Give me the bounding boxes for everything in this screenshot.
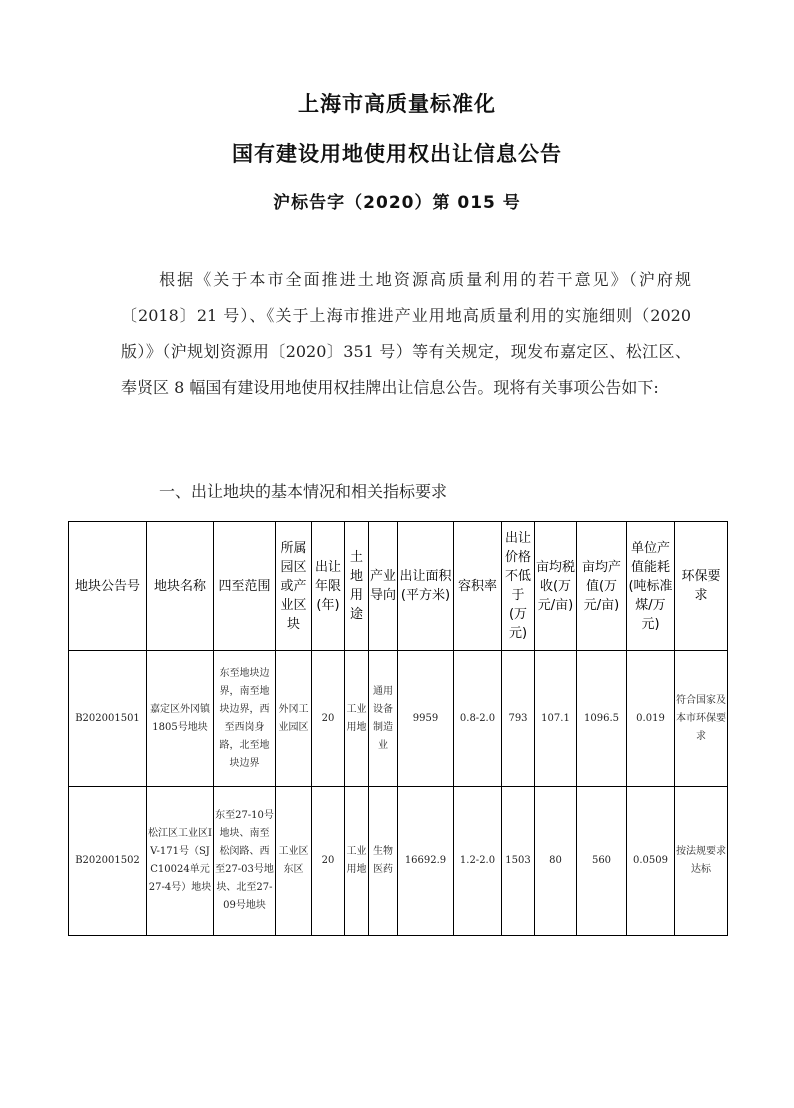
far-cell: 0.8-2.0 xyxy=(454,651,502,787)
tax-cell: 107.1 xyxy=(535,651,577,787)
price-cell: 793 xyxy=(502,651,535,787)
park-cell: 工业区东区 xyxy=(276,787,312,936)
land-parcel-table xyxy=(68,521,728,936)
industry-cell: 通用设备制造业 xyxy=(369,651,398,787)
section-heading: 一、出让地块的基本情况和相关指标要求 xyxy=(159,482,448,501)
header-cell: 土地用途 xyxy=(345,522,369,651)
years-cell: 20 xyxy=(312,651,345,787)
output-cell: 1096.5 xyxy=(577,651,627,787)
area-cell: 16692.9 xyxy=(398,787,454,936)
header-cell: 出让价格不低于(万元) xyxy=(502,522,535,651)
title-line-2: 国有建设用地使用权出让信息公告 xyxy=(232,142,562,166)
header-cell: 地块公告号 xyxy=(69,522,147,651)
parcel-id-cell: B202001502 xyxy=(69,787,147,936)
header-cell: 地块名称 xyxy=(147,522,214,651)
industry-cell: 生物医药 xyxy=(369,787,398,936)
header-cell: 出让年限(年) xyxy=(312,522,345,651)
header-cell: 亩均税收(万元/亩) xyxy=(535,522,577,651)
intro-text: 根据《关于本市全面推进土地资源高质量利用的若干意见》（沪府规〔2018〕21 号）、《关于上海市推进产业用地高质量利用的实施细则（2020 版）》（沪规划资源用〔2020〕351 号）等有关规定，现发布嘉定区、松江区、奉贤区 8 幅国有建设用地使用权挂牌出让信息公告。现将有关事项公告如下: xyxy=(121,270,691,397)
intro-paragraph xyxy=(121,262,691,406)
boundary-cell: 东至地块边界，南至地块边界，西至西岗身路，北至地块边界 xyxy=(214,651,276,787)
header-cell: 出让面积(平方米) xyxy=(398,522,454,651)
park-cell: 外冈工业园区 xyxy=(276,651,312,787)
energy-cell: 0.019 xyxy=(627,651,675,787)
document-number: 沪标告字（2020）第 015 号 xyxy=(273,193,521,213)
tax-cell: 80 xyxy=(535,787,577,936)
title-line-1: 上海市高质量标准化 xyxy=(298,92,496,116)
header-cell: 所属园区或产业区块 xyxy=(276,522,312,651)
area-cell: 9959 xyxy=(398,651,454,787)
table-row xyxy=(69,651,728,787)
price-cell: 1503 xyxy=(502,787,535,936)
env-cell: 按法规要求达标 xyxy=(675,787,728,936)
header-cell: 容积率 xyxy=(454,522,502,651)
boundary-cell: 东至27-10号地块、南至松闵路、西至27-03号地块、北至27-09号地块 xyxy=(214,787,276,936)
env-cell: 符合国家及本市环保要求 xyxy=(675,651,728,787)
parcel-name-cell: 嘉定区外冈镇1805号地块 xyxy=(147,651,214,787)
land-use-cell: 工业用地 xyxy=(345,651,369,787)
parcel-name-cell: 松江区工业区IV-171号（SJC10024单元27-4号）地块 xyxy=(147,787,214,936)
header-cell: 产业导向 xyxy=(369,522,398,651)
table-header-row xyxy=(69,522,728,651)
header-cell: 亩均产值(万元/亩) xyxy=(577,522,627,651)
far-cell: 1.2-2.0 xyxy=(454,787,502,936)
header-cell: 四至范围 xyxy=(214,522,276,651)
header-cell: 单位产值能耗(吨标准煤/万元) xyxy=(627,522,675,651)
years-cell: 20 xyxy=(312,787,345,936)
table-row xyxy=(69,787,728,936)
land-use-cell: 工业用地 xyxy=(345,787,369,936)
energy-cell: 0.0509 xyxy=(627,787,675,936)
parcel-id-cell: B202001501 xyxy=(69,651,147,787)
output-cell: 560 xyxy=(577,787,627,936)
header-cell: 环保要求 xyxy=(675,522,728,651)
